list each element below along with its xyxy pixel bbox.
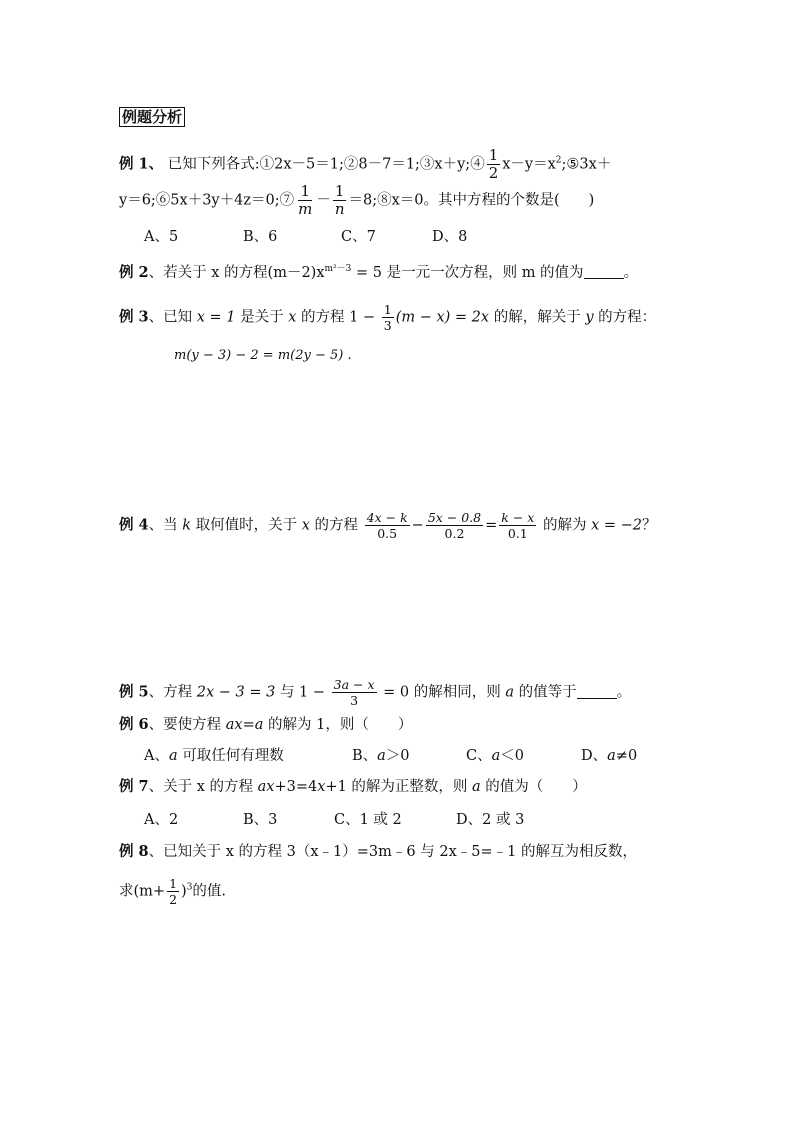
example-6-option-a xyxy=(144,746,284,766)
math: a xyxy=(491,748,501,764)
text: 、关于 x 的方程 xyxy=(148,779,258,795)
example-2-text-a: 、若关于 x 的方程(m－2)x xyxy=(148,265,325,281)
example-1-text-b: x－y＝x xyxy=(502,156,556,173)
text: C、 xyxy=(466,748,492,764)
example-3-equation: m(y − 3) − 2 = m(2y − 5) . xyxy=(174,348,352,363)
text: 的解为 1，则（ ） xyxy=(263,717,413,733)
fraction-one-half xyxy=(487,147,501,182)
fraction-2 xyxy=(426,510,483,541)
fraction-3 xyxy=(499,510,536,541)
frac-den: 0.5 xyxy=(377,526,398,541)
example-7 xyxy=(119,777,587,797)
fraction xyxy=(332,677,377,708)
text: 、当 xyxy=(148,517,183,534)
math: a xyxy=(377,748,386,764)
frac-num: k − x xyxy=(501,510,535,525)
text: ＜0 xyxy=(500,748,524,764)
example-5 xyxy=(119,677,631,708)
math: ax xyxy=(257,779,275,795)
math: 2x − 3 = 3 xyxy=(196,684,276,701)
answer-blank xyxy=(584,263,624,279)
text: 的值等于 xyxy=(514,684,577,701)
example-6-label: 例 6 xyxy=(119,716,149,733)
example-6 xyxy=(119,715,412,735)
frac-den: 2 xyxy=(488,164,499,182)
text: 的解，解关于 xyxy=(489,309,586,326)
fraction-one-over-m xyxy=(296,183,314,218)
frac-den: 3 xyxy=(383,318,392,333)
example-1-text-a: 已知下列各式:①2x－5＝1;②8－7＝1;③x＋y;④ xyxy=(163,156,485,173)
section-title-box: 例题分析 xyxy=(119,107,185,127)
fraction-one-over-n xyxy=(333,183,347,218)
text: 可取任何有理数 xyxy=(177,748,284,764)
example-7-option-b: B、3 xyxy=(243,812,278,828)
text: ≠0 xyxy=(615,748,638,764)
frac-den: 3 xyxy=(350,693,359,708)
math: a xyxy=(505,684,515,701)
fraction-1 xyxy=(365,510,410,541)
example-7-label: 例 7 xyxy=(119,778,149,795)
example-1-line-2 xyxy=(119,183,594,218)
text: = 0 的解相同，则 xyxy=(378,684,506,701)
example-3-label: 例 3 xyxy=(119,308,149,326)
math: a xyxy=(168,748,178,764)
example-6-option-c xyxy=(466,746,524,766)
text: 的方程 xyxy=(309,517,363,534)
text: ) xyxy=(181,883,187,900)
frac-num: 4x − k xyxy=(366,510,408,525)
text: 、已知 xyxy=(148,309,197,326)
math: y xyxy=(585,309,594,326)
math: (m − x) = 2x xyxy=(395,309,490,326)
text: 、已知关于 x 的方程 3（x﹣1）=3m﹣6 与 2x﹣5=﹣1 的解互为相反数， xyxy=(148,844,637,860)
example-7-option-c: C、1 或 2 xyxy=(334,812,402,828)
text: 、要使方程 xyxy=(148,717,226,733)
text: ＞0 xyxy=(385,748,410,764)
example-1-line-1 xyxy=(119,147,611,182)
example-1-text-d: y＝6;⑥5x＋3y＋4z＝0;⑦ xyxy=(119,192,295,209)
text: 的值. xyxy=(192,883,227,900)
example-5-label: 例 5 xyxy=(119,683,149,701)
example-4-label: 例 4 xyxy=(119,516,149,534)
frac-den: 2 xyxy=(169,892,178,907)
example-6-option-d xyxy=(581,746,637,766)
frac-num: 3a − x xyxy=(333,677,375,692)
text: +3=4 xyxy=(274,779,318,795)
frac-num: 1 xyxy=(488,146,499,164)
frac-num: 1 xyxy=(169,876,178,891)
frac-den: 0.1 xyxy=(507,526,528,541)
text: 的值为（ ） xyxy=(480,779,587,795)
math: ax=a xyxy=(225,717,264,733)
example-7-option-d: D、2 或 3 xyxy=(456,812,525,828)
text: 的方程： xyxy=(593,309,657,326)
math: a xyxy=(607,748,616,764)
math: x = −2 xyxy=(591,517,642,534)
example-1-text-e: ＝8;⑧x＝0。其中方程的个数是( ) xyxy=(348,192,595,209)
frac-den: m xyxy=(298,200,313,218)
section-title xyxy=(119,107,185,128)
text: 求(m+ xyxy=(119,883,166,900)
text: 取何值时，关于 xyxy=(191,517,302,534)
text: D、 xyxy=(581,748,608,764)
text: 是关于 xyxy=(235,309,289,326)
math: x xyxy=(317,779,326,795)
example-1-option-a: A、5 xyxy=(144,229,179,245)
example-1-label: 例 1、 xyxy=(119,155,164,173)
math: x xyxy=(288,309,297,326)
example-4 xyxy=(119,510,656,541)
minus-sign: － xyxy=(316,192,331,209)
example-2 xyxy=(119,263,638,283)
frac-num: 1 xyxy=(300,182,310,200)
example-8-line-1 xyxy=(119,842,637,862)
example-1-option-b: B、6 xyxy=(243,229,278,245)
text: 的解为 xyxy=(538,517,592,534)
exponent: 3 xyxy=(186,882,193,893)
exponent: 2 xyxy=(555,155,562,166)
text: 、方程 xyxy=(148,684,197,701)
answer-blank xyxy=(577,683,617,699)
example-7-option-a: A、2 xyxy=(144,812,179,828)
example-8-label: 例 8 xyxy=(119,843,149,860)
frac-num: 1 xyxy=(334,182,345,200)
text: 。 xyxy=(616,684,632,701)
text: 与 1 − xyxy=(275,684,330,701)
example-6-option-b xyxy=(352,746,410,766)
frac-num: 5x − 0.8 xyxy=(427,510,482,525)
example-2-text-b: = 5 是一元一次方程，则 m 的值为 xyxy=(351,265,584,281)
math: k xyxy=(182,517,192,534)
frac-num: 1 xyxy=(383,302,392,317)
example-8-line-2 xyxy=(119,876,226,907)
example-2-text-c: 。 xyxy=(623,265,639,281)
example-3-line-1 xyxy=(119,302,656,333)
math: a xyxy=(472,779,481,795)
example-1-option-c: C、7 xyxy=(341,229,376,245)
example-2-label: 例 2 xyxy=(119,264,149,281)
fraction-one-half xyxy=(167,876,179,907)
text: B、 xyxy=(352,748,378,764)
text: A、 xyxy=(144,748,169,764)
text: +1 的解为正整数，则 xyxy=(325,779,473,795)
math: x = 1 xyxy=(196,309,236,326)
fraction-one-third xyxy=(382,302,394,333)
frac-den: 0.2 xyxy=(444,526,465,541)
frac-den: n xyxy=(334,200,345,218)
operator: − xyxy=(411,517,424,534)
exponent: m²－3 xyxy=(324,264,352,274)
math: x xyxy=(301,517,310,534)
example-1-text-c: ;⑤3x＋ xyxy=(561,156,612,173)
example-1-option-d: D、8 xyxy=(432,229,468,245)
text: 的方程 1 − xyxy=(296,309,380,326)
operator: = xyxy=(485,517,498,534)
text: ？ xyxy=(641,517,657,534)
